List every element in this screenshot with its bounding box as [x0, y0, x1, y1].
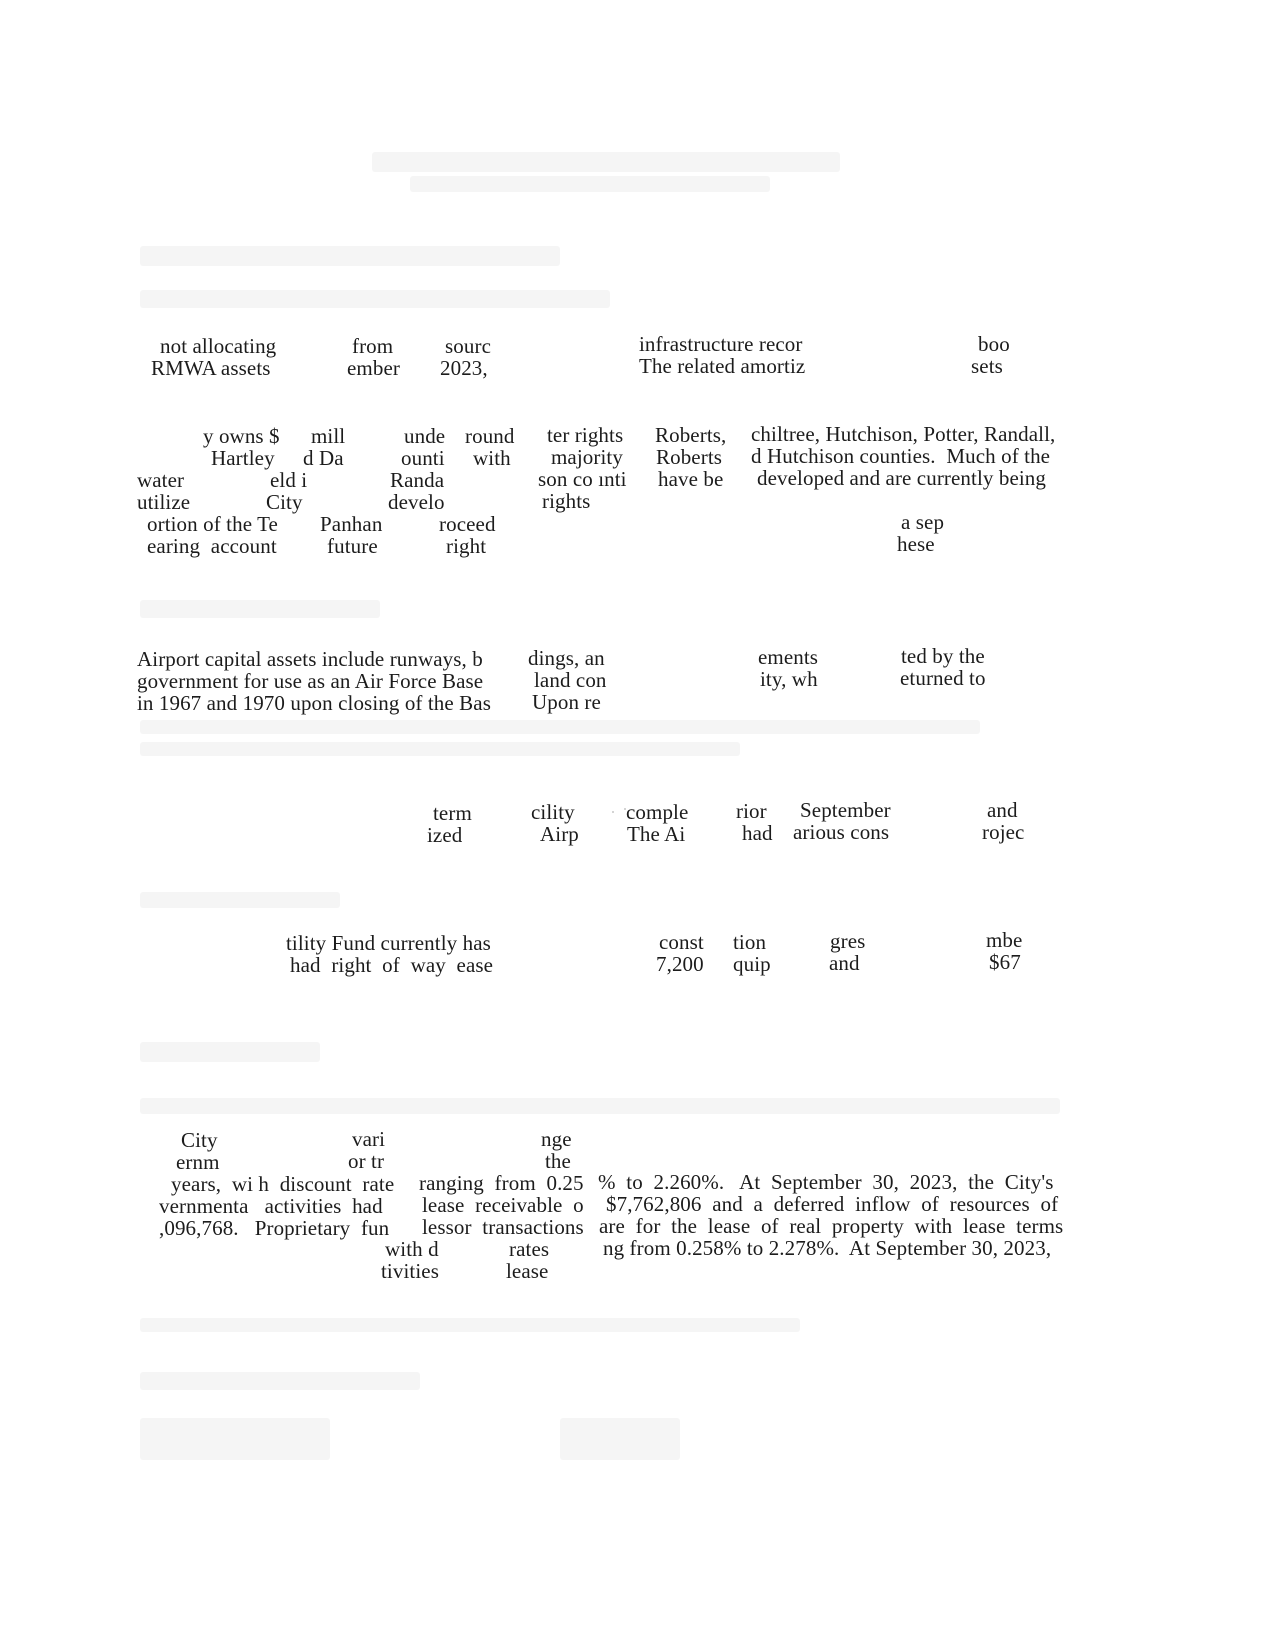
text-fragment: arious cons	[793, 820, 890, 844]
faded-line	[140, 1098, 1060, 1114]
text-fragment: The related amortiz	[639, 354, 806, 378]
text-fragment: and	[987, 798, 1018, 822]
faded-block	[560, 1418, 680, 1460]
text-fragment: and	[829, 951, 860, 975]
text-fragment: Upon re	[532, 690, 601, 714]
text-fragment: lease receivable o	[422, 1193, 584, 1217]
text-fragment: ranging from 0.25	[419, 1171, 584, 1195]
text-fragment: develo	[388, 490, 445, 514]
text-fragment: lease	[506, 1259, 549, 1283]
text-fragment: with d	[385, 1237, 439, 1261]
text-fragment: Airp	[540, 822, 579, 846]
text-fragment: a sep	[901, 510, 945, 534]
text-fragment: had	[742, 821, 773, 845]
text-fragment: from	[352, 334, 394, 358]
text-fragment: utilize	[137, 490, 191, 514]
text-fragment: roceed	[439, 512, 496, 536]
text-fragment: unde	[404, 424, 446, 448]
text-fragment: Panhan	[320, 512, 383, 536]
text-fragment: have be	[658, 467, 724, 491]
text-fragment: tility Fund currently has	[286, 931, 491, 955]
text-fragment: Randa	[390, 468, 445, 492]
faded-header-line	[410, 176, 770, 192]
text-fragment: term	[433, 801, 472, 825]
text-fragment: ements	[758, 645, 819, 669]
text-fragment: with	[473, 446, 511, 470]
text-fragment: hese	[897, 532, 935, 556]
text-fragment: mbe	[986, 928, 1023, 952]
text-fragment: 7,200	[656, 952, 704, 976]
text-fragment: gres	[830, 929, 866, 953]
text-fragment: vernmenta activities had	[159, 1194, 383, 1218]
text-fragment: nge	[541, 1127, 572, 1151]
text-fragment: ng from 0.258% to 2.278%. At September 30, 2023,	[603, 1236, 1052, 1260]
text-fragment: land con	[534, 668, 607, 692]
text-fragment: eld i	[270, 468, 308, 492]
text-fragment: chiltree, Hutchison, Potter, Randall,	[751, 422, 1056, 446]
text-fragment: Roberts	[656, 445, 723, 469]
text-fragment: years, wi h discount rate	[171, 1172, 395, 1196]
text-fragment: Roberts,	[655, 423, 727, 447]
faded-subheading	[140, 892, 340, 908]
text-fragment: ized	[427, 823, 463, 847]
faded-subheading	[140, 600, 380, 618]
text-fragment: sets	[971, 354, 1003, 378]
text-fragment: water	[137, 468, 185, 492]
faded-heading	[140, 1042, 320, 1062]
text-fragment: 2023,	[440, 356, 488, 380]
text-fragment: Airport capital assets include runways, b	[137, 647, 483, 671]
text-fragment: ter rights	[547, 423, 624, 447]
text-fragment: City	[266, 490, 303, 514]
text-fragment: not allocating	[160, 334, 277, 358]
text-fragment: comple	[626, 800, 689, 824]
text-fragment: majority	[551, 445, 623, 469]
text-fragment: are for the lease of real property with lease terms	[599, 1214, 1064, 1238]
text-fragment: Hartley	[211, 446, 275, 470]
text-fragment: RMWA assets	[151, 356, 271, 380]
text-fragment: ounti	[401, 446, 445, 470]
text-fragment: ,096,768. Proprietary fun	[159, 1216, 390, 1240]
text-fragment: d Hutchison counties. Much of the	[751, 444, 1051, 468]
text-fragment: $67	[989, 950, 1021, 974]
faded-heading	[140, 246, 560, 266]
text-fragment: tion	[733, 930, 767, 954]
faded-subheading	[140, 290, 610, 308]
text-fragment: dings, an	[528, 646, 605, 670]
text-fragment: const	[659, 930, 704, 954]
text-fragment: mill	[311, 424, 346, 448]
text-fragment: rates	[509, 1237, 550, 1261]
text-fragment: developed and are currently being	[757, 466, 1047, 490]
text-fragment: cility	[531, 800, 575, 824]
text-fragment: ortion of the Te	[147, 512, 278, 536]
text-fragment: or tr	[348, 1149, 385, 1173]
text-fragment: government for use as an Air Force Base	[137, 669, 484, 693]
text-fragment: rior	[736, 799, 767, 823]
text-fragment: ember	[347, 356, 400, 380]
text-fragment: future	[327, 534, 378, 558]
text-fragment: the	[545, 1149, 571, 1173]
text-fragment: $7,762,806 and a deferred inflow of resources of	[606, 1192, 1059, 1216]
text-fragment: The Ai	[627, 822, 686, 846]
text-fragment: earing account	[147, 534, 277, 558]
text-fragment: had right of way ease	[290, 953, 494, 977]
text-fragment: City	[181, 1128, 218, 1152]
text-fragment: y owns $	[203, 424, 280, 448]
faded-block	[140, 1418, 330, 1460]
text-fragment: % to 2.260%. At September 30, 2023, the City's	[598, 1170, 1054, 1194]
text-fragment: rojec	[982, 820, 1025, 844]
faded-line	[140, 742, 740, 756]
faded-line	[140, 720, 980, 734]
text-fragment: ity, wh	[760, 667, 818, 691]
text-fragment: infrastructure recor	[639, 332, 803, 356]
text-fragment: boo	[978, 332, 1010, 356]
text-fragment: quip	[733, 952, 771, 976]
faded-line	[140, 1318, 800, 1332]
text-fragment: September	[800, 798, 891, 822]
text-fragment: in 1967 and 1970 upon closing of the Bas	[137, 691, 491, 715]
text-fragment: ted by the	[901, 644, 985, 668]
text-fragment: son co ınti	[538, 467, 627, 491]
text-fragment: lessor transactions	[422, 1215, 584, 1239]
text-fragment: eturned to	[900, 666, 986, 690]
text-fragment: d Da	[303, 446, 344, 470]
text-fragment: rights	[542, 489, 591, 513]
text-fragment: round	[465, 424, 515, 448]
text-fragment: right	[446, 534, 487, 558]
text-fragment: ernm	[176, 1150, 220, 1174]
faded-subheading	[140, 1372, 420, 1390]
text-fragment: vari	[352, 1127, 386, 1151]
text-fragment: sourc	[445, 334, 491, 358]
faded-header-line	[372, 152, 840, 172]
text-fragment: tivities	[381, 1259, 439, 1283]
